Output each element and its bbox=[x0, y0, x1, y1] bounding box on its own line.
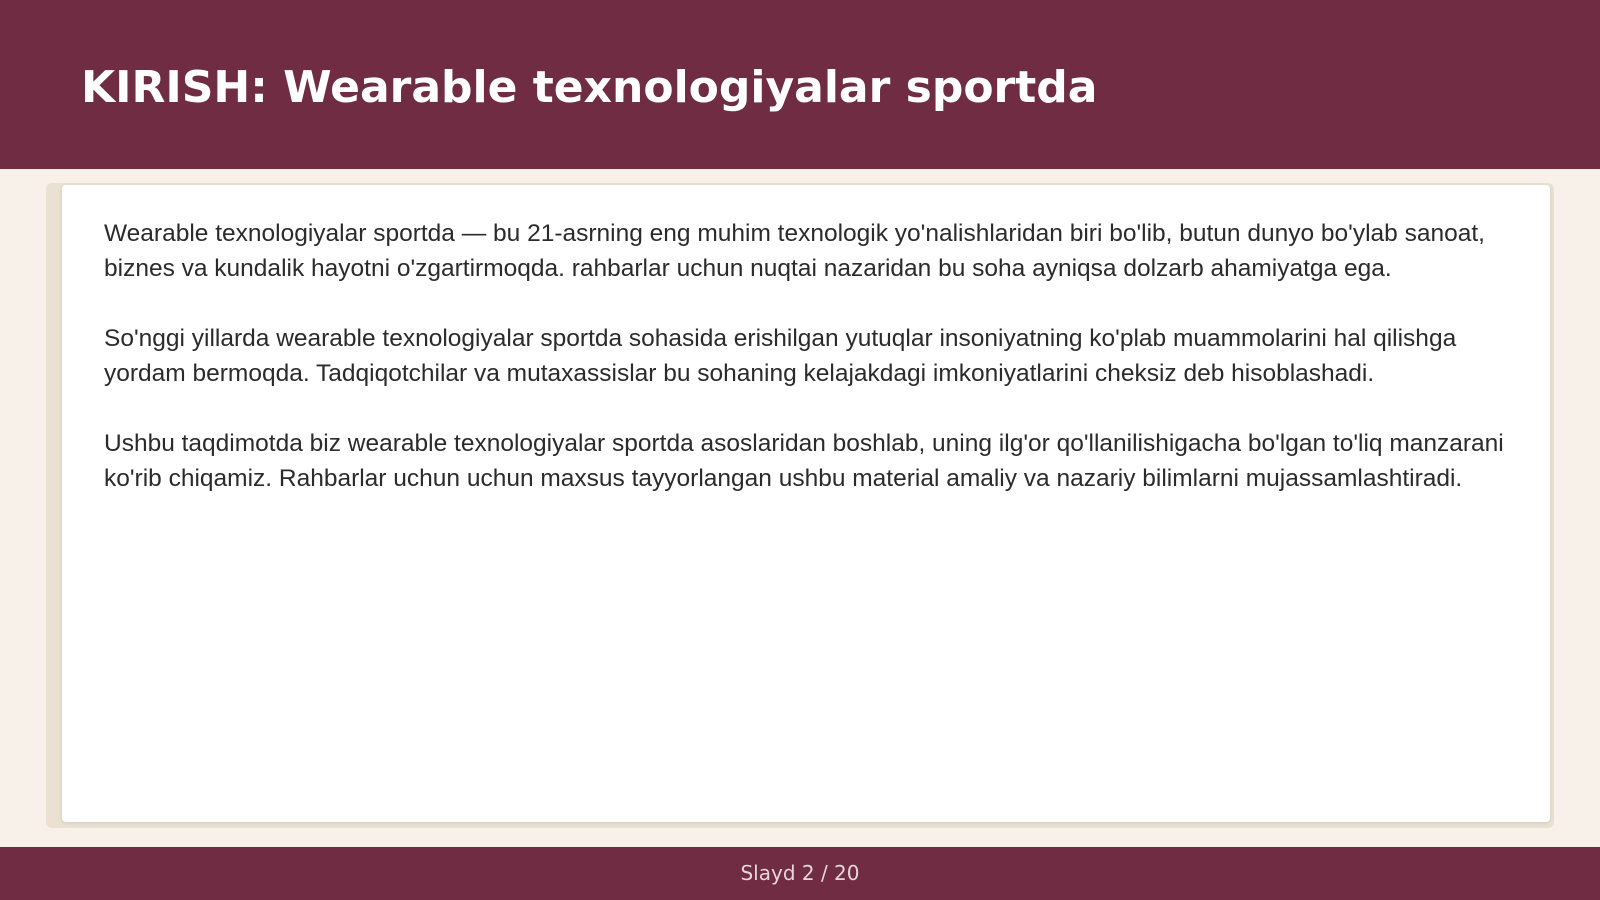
paragraph-overview: Ushbu taqdimotda biz wearable texnologiyalar sportda asoslaridan boshlab, uning ilg'or qo'llanilishigacha bo'lgan to'liq manzarani ko'rib chiqamiz. Rahbarlar uchun uchun maxsus tayyorlangan ushbu material amaliy va nazariy bilimlarni mujassamlashtiradi. bbox=[104, 430, 1504, 492]
paragraph-intro: Wearable texnologiyalar sportda — bu 21-asrning eng muhim texnologik yo'nalishlaridan biri bo'lib, butun dunyo bo'ylab sanoat, biznes va kundalik hayotni o'zgartirmoqda. rahbarlar uchun nuqtai nazaridan bu soha ayniqsa dolzarb ahamiyatga ega. bbox=[104, 220, 1485, 282]
slide-header bbox=[0, 0, 1600, 169]
paragraph-achievements: So'nggi yillarda wearable texnologiyalar sportda sohasida erishilgan yutuqlar insoniyatning ko'plab muammolarini hal qilishga yordam bermoqda. Tadqiqotchilar va mutaxassislar bu sohaning kelajakdagi imkoniyatlarini cheksiz deb hisoblashadi. bbox=[104, 325, 1457, 387]
slide-page-indicator: Slayd 2 / 20 bbox=[740, 861, 860, 885]
slide-footer bbox=[0, 847, 1600, 900]
slide-title: KIRISH: Wearable texnologiyalar sportda bbox=[81, 62, 1098, 113]
slide-body bbox=[104, 216, 1524, 531]
